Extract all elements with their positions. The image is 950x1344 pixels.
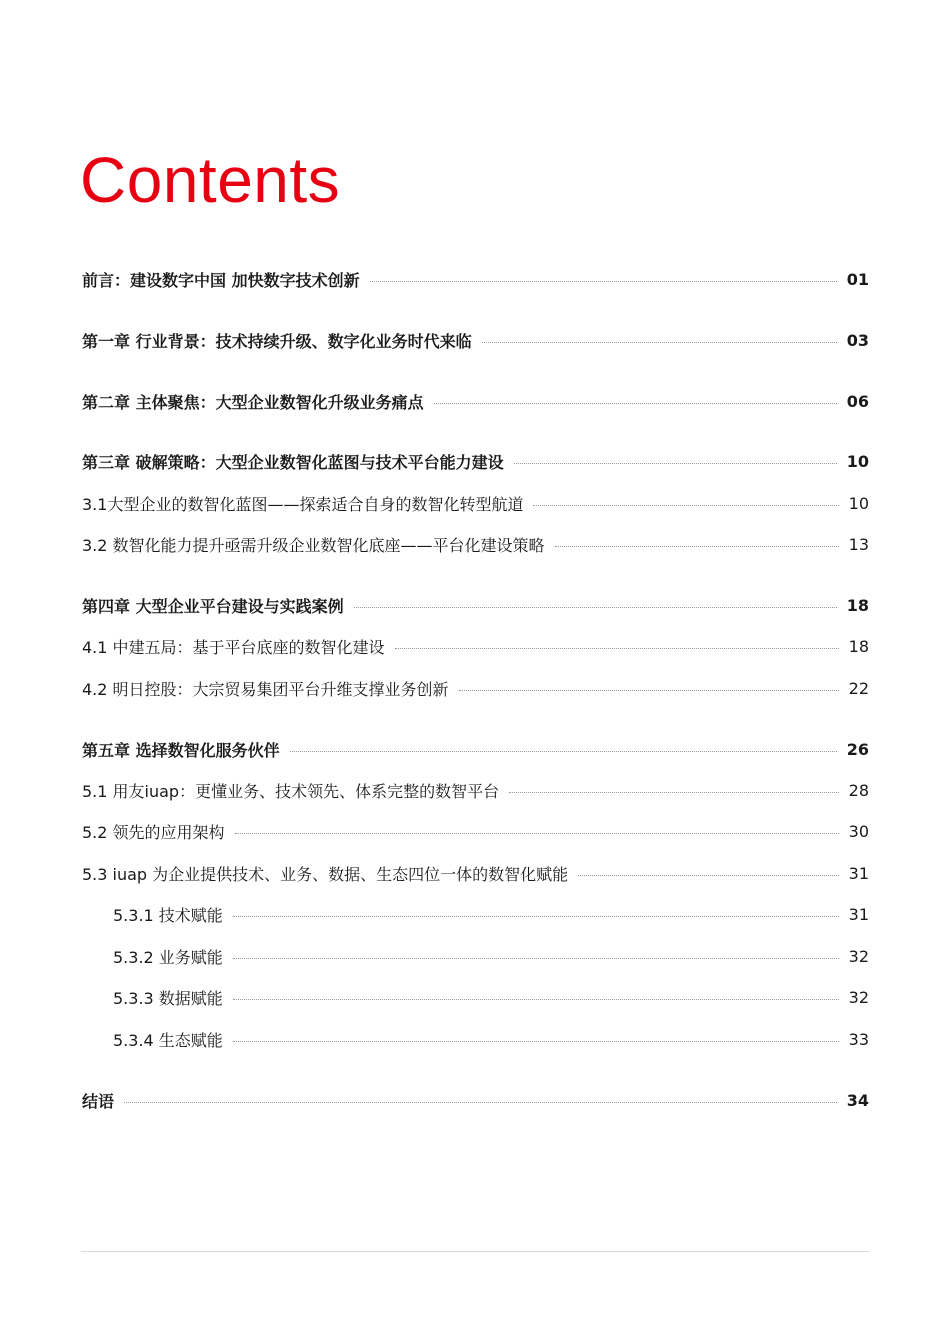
toc-label: 3.1大型企业的数智化蓝图——探索适合自身的数智化转型航道 (82, 494, 524, 514)
toc-label: 5.3.4 生态赋能 (113, 1030, 223, 1050)
toc-entry-5-3-3[interactable] (113, 984, 869, 1010)
dot-leader (233, 999, 839, 1000)
toc-label: 5.1 用友iuap：更懂业务、技术领先、体系完整的数智平台 (82, 781, 500, 801)
toc-label: 第四章 大型企业平台建设与实践案例 (82, 596, 344, 616)
toc-entry-5-3-2[interactable] (113, 943, 869, 969)
toc-page-number: 18 (848, 636, 869, 656)
toc-entry-conclusion[interactable] (82, 1087, 869, 1113)
toc-label: 3.2 数智化能力提升亟需升级企业数智化底座——平台化建设策略 (82, 535, 545, 555)
dot-leader (555, 546, 839, 547)
toc-entry-3-2[interactable] (82, 531, 869, 557)
toc-entry-chapter-3[interactable] (82, 448, 869, 474)
toc-page-number: 10 (848, 493, 869, 513)
toc-page-number: 10 (846, 451, 869, 471)
dot-leader (395, 648, 839, 649)
dot-leader (514, 463, 837, 464)
toc-entry-chapter-4[interactable] (82, 592, 869, 618)
dot-leader (578, 875, 838, 876)
toc-label: 5.3.1 技术赋能 (113, 905, 223, 925)
toc-entry-5-2[interactable] (82, 818, 869, 844)
dot-leader (233, 1041, 839, 1042)
toc-entry-4-2[interactable] (82, 675, 869, 701)
dot-leader (233, 916, 839, 917)
toc-page-number: 03 (846, 330, 869, 350)
toc-entry-5-3-1[interactable] (113, 901, 869, 927)
toc-label: 第五章 选择数智化服务伙伴 (82, 740, 280, 760)
dot-leader (233, 958, 839, 959)
toc-page-number: 33 (848, 1029, 869, 1049)
toc-page-number: 06 (846, 391, 869, 411)
toc-page-number: 32 (848, 987, 869, 1007)
toc-page-number: 32 (848, 946, 869, 966)
dot-leader (354, 607, 837, 608)
toc-page-number: 30 (848, 821, 869, 841)
toc-label: 第二章 主体聚焦：大型企业数智化升级业务痛点 (82, 392, 424, 412)
dot-leader (434, 403, 837, 404)
dot-leader (533, 505, 838, 506)
dot-leader (370, 281, 837, 282)
toc-page-number: 01 (846, 269, 869, 289)
toc-label: 5.3 iuap 为企业提供技术、业务、数据、生态四位一体的数智化赋能 (82, 864, 569, 884)
toc-entry-5-3[interactable] (82, 860, 869, 886)
toc-entry-4-1[interactable] (82, 633, 869, 659)
toc-page-number: 18 (846, 595, 869, 615)
bottom-divider (81, 1251, 869, 1252)
toc-page-number: 26 (846, 739, 869, 759)
toc-page-number: 22 (848, 678, 869, 698)
toc-entry-preface[interactable] (82, 266, 869, 292)
toc-entry-5-3-4[interactable] (113, 1026, 869, 1052)
toc-page-number: 13 (848, 534, 869, 554)
dot-leader (235, 833, 839, 834)
dot-leader (290, 751, 837, 752)
toc-label: 4.2 明日控股：大宗贸易集团平台升维支撑业务创新 (82, 679, 449, 699)
toc-page-number: 28 (848, 780, 869, 800)
toc-label: 结语 (82, 1091, 115, 1111)
toc-entry-chapter-1[interactable] (82, 327, 869, 353)
toc-entry-chapter-5[interactable] (82, 736, 869, 762)
toc-label: 5.3.3 数据赋能 (113, 988, 223, 1008)
toc-label: 前言：建设数字中国 加快数字技术创新 (82, 270, 360, 290)
dot-leader (459, 690, 839, 691)
dot-leader (124, 1102, 837, 1103)
page-title: Contents (80, 144, 341, 216)
toc-label: 第一章 行业背景：技术持续升级、数字化业务时代来临 (82, 331, 472, 351)
toc-label: 4.1 中建五局：基于平台底座的数智化建设 (82, 637, 385, 657)
toc-page-number: 34 (846, 1090, 869, 1110)
toc-entry-5-1[interactable] (82, 777, 869, 803)
toc-page-number: 31 (848, 863, 869, 883)
toc-entry-3-1[interactable] (82, 490, 869, 516)
dot-leader (482, 342, 837, 343)
toc-page-number: 31 (848, 904, 869, 924)
toc-label: 5.3.2 业务赋能 (113, 947, 223, 967)
toc-label: 5.2 领先的应用架构 (82, 822, 225, 842)
dot-leader (509, 792, 839, 793)
toc-label: 第三章 破解策略：大型企业数智化蓝图与技术平台能力建设 (82, 452, 504, 472)
toc-entry-chapter-2[interactable] (82, 388, 869, 414)
